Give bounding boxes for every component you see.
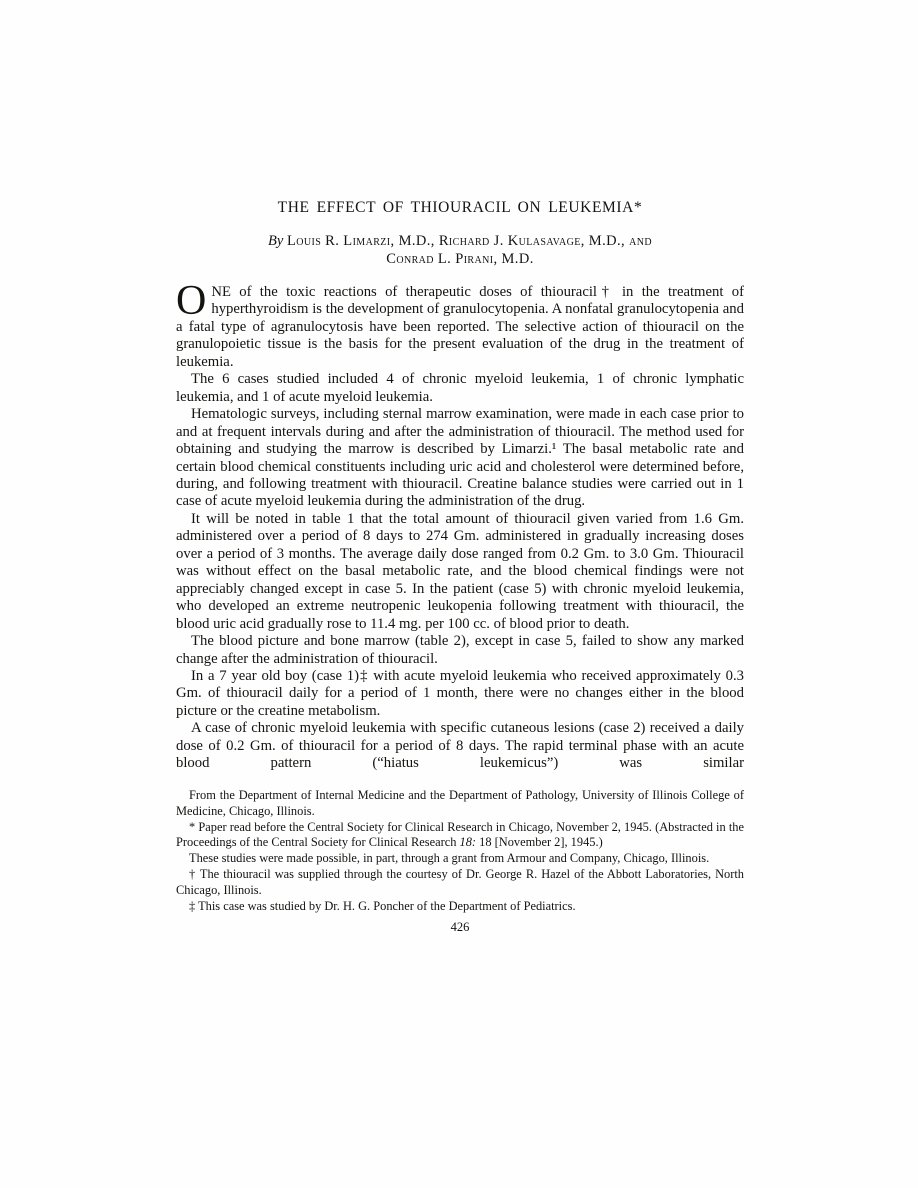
byline-authors-1: Louis R. Limarzi, M.D., Richard J. Kulasavage, M.D., and xyxy=(286,233,652,249)
footnote-affiliation: From the Department of Internal Medicine and the Department of Pathology, University of Illinois College of Medicine, Chicago, Illinois. xyxy=(176,787,744,818)
paragraph-1 xyxy=(176,278,744,371)
byline-line-1 xyxy=(176,232,744,250)
footnote-volume-number: 18: xyxy=(459,835,477,850)
article-body xyxy=(176,278,744,773)
byline-line-2 xyxy=(176,250,744,268)
footnotes xyxy=(176,788,744,915)
footnote-grant: These studies were made possible, in part, through a grant from Armour and Company, Chicago, Illinois. xyxy=(189,851,710,866)
drop-cap: O xyxy=(176,278,207,324)
paragraph-1-text: NE of the toxic reactions of therapeutic doses of thiouracil† in the treatment of hyperthyroidism is the development of granulocytopenia. A nonfatal granulocytopenia and a fatal type of agranulocytosis have been reported. The selective action of thiouracil on the granulopoietic tissue is the basis for the present evaluation of the drug in the treatment of leukemia. xyxy=(176,284,744,370)
footnote-paper-read-pre: * Paper read before the Central Society for Clinical Research in Chicago, November 2, 1945. (Abstracted in the Proceedings of the Central Society for Clinical Research xyxy=(176,819,744,850)
article-title: THE EFFECT OF THIOURACIL ON LEUKEMIA* xyxy=(277,199,643,216)
footnote-double-dagger: ‡ This case was studied by Dr. H. G. Poncher of the Department of Pediatrics. xyxy=(189,899,576,914)
paragraph-4: It will be noted in table 1 that the total amount of thiouracil given varied from 1.6 Gm. administered over a period of 8 days to 274 Gm. administered in gradually increasing doses over a period of 3 months. The average daily dose ranged from 0.2 Gm. to 3.0 Gm. Thiouracil was without effect on the basal metabolic rate, and the blood chemical findings were not appreciably changed except in case 5. In the patient (case 5) with chronic myeloid leukemia, who developed an extreme neutropenic leukopenia following treatment with thiouracil, the blood uric acid gradually rose to 11.4 mg. per 100 cc. of blood prior to death. xyxy=(176,510,744,632)
paragraph-2: The 6 cases studied included 4 of chronic myeloid leukemia, 1 of chronic lymphatic leukemia, and 1 of acute myeloid leukemia. xyxy=(176,371,744,405)
footnote-dagger: † The thiouracil was supplied through the courtesy of Dr. George R. Hazel of the Abbott Laboratories, North Chicago, Illinois. xyxy=(176,867,744,898)
paragraph-5: The blood picture and bone marrow (table 2), except in case 5, failed to show any marked change after the administration of thiouracil. xyxy=(176,633,744,667)
paragraph-3: Hematologic surveys, including sternal marrow examination, were made in each case prior to and at frequent intervals during and after the administration of thiouracil. The method used for obtaining and studying the marrow is described by Limarzi.¹ The basal metabolic rate and certain blood chemical constituents including uric acid and cholesterol were determined before, during, and following treatment with thiouracil. Creatine balance studies were carried out in 1 case of acute myeloid leukemia during the administration of the drug. xyxy=(176,406,744,510)
footnote-paper-read-post: 18 [November 2], 1945.) xyxy=(476,835,603,850)
paragraph-7: A case of chronic myeloid leukemia with specific cutaneous lesions (case 2) received a daily dose of 0.2 Gm. of thiouracil for a period of 8 days. The rapid terminal phase with an acute blood pattern (“hiatus leukemicus”) was similar xyxy=(176,720,744,772)
page-number: 426 xyxy=(450,919,470,934)
footnote-paper-read xyxy=(176,820,744,852)
paragraph-6: In a 7 year old boy (case 1)‡ with acute myeloid leukemia who received approximately 0.3 Gm. of thiouracil daily for a period of 1 month, there were no changes either in the blood picture or the creatine metabolism. xyxy=(176,667,744,719)
byline-authors-2: Conrad L. Pirani, M.D. xyxy=(386,251,534,267)
byline xyxy=(176,232,744,268)
text-column xyxy=(176,199,744,935)
byline-by-word: By xyxy=(268,233,284,249)
